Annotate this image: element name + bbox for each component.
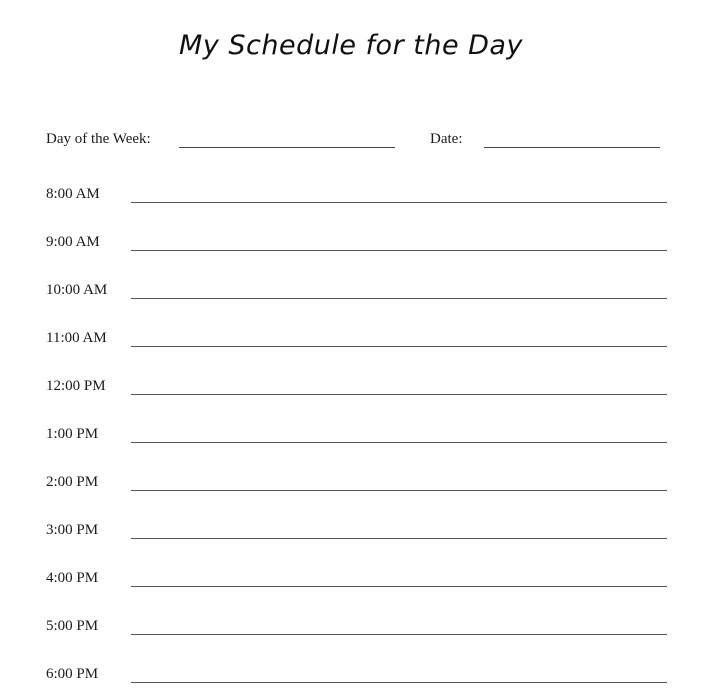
schedule-row bbox=[0, 665, 702, 695]
schedule-entry-line[interactable] bbox=[131, 202, 667, 203]
schedule-row bbox=[0, 233, 702, 263]
time-label: 5:00 PM bbox=[46, 618, 99, 634]
time-label: 10:00 AM bbox=[46, 282, 108, 298]
schedule-row bbox=[0, 185, 702, 215]
schedule-entry-line[interactable] bbox=[131, 250, 667, 251]
time-label: 12:00 PM bbox=[46, 378, 106, 394]
schedule-entry-line[interactable] bbox=[131, 538, 667, 539]
schedule-entry-line[interactable] bbox=[131, 442, 667, 443]
time-label: 6:00 PM bbox=[46, 666, 99, 682]
time-label: 1:00 PM bbox=[46, 426, 99, 442]
schedule-row bbox=[0, 569, 702, 599]
schedule-entry-line[interactable] bbox=[131, 298, 667, 299]
date-field[interactable] bbox=[484, 147, 660, 148]
schedule-row bbox=[0, 617, 702, 647]
schedule-row bbox=[0, 377, 702, 407]
day-of-week-label: Day of the Week: bbox=[46, 131, 151, 147]
schedule-entry-line[interactable] bbox=[131, 586, 667, 587]
date-label: Date: bbox=[430, 131, 463, 147]
schedule-entry-line[interactable] bbox=[131, 490, 667, 491]
schedule-entry-line[interactable] bbox=[131, 346, 667, 347]
time-label: 3:00 PM bbox=[46, 522, 99, 538]
schedule-row bbox=[0, 281, 702, 311]
page-title: My Schedule for the Day bbox=[179, 30, 523, 61]
schedule-entry-line[interactable] bbox=[131, 682, 667, 683]
time-label: 4:00 PM bbox=[46, 570, 99, 586]
schedule-entry-line[interactable] bbox=[131, 394, 667, 395]
schedule-row bbox=[0, 425, 702, 455]
time-label: 9:00 AM bbox=[46, 234, 100, 250]
schedule-row bbox=[0, 473, 702, 503]
schedule-entry-line[interactable] bbox=[131, 634, 667, 635]
time-label: 2:00 PM bbox=[46, 474, 99, 490]
time-label: 11:00 AM bbox=[46, 330, 107, 346]
time-label: 8:00 AM bbox=[46, 186, 100, 202]
day-of-week-field[interactable] bbox=[179, 147, 395, 148]
schedule-row bbox=[0, 521, 702, 551]
schedule-row bbox=[0, 329, 702, 359]
